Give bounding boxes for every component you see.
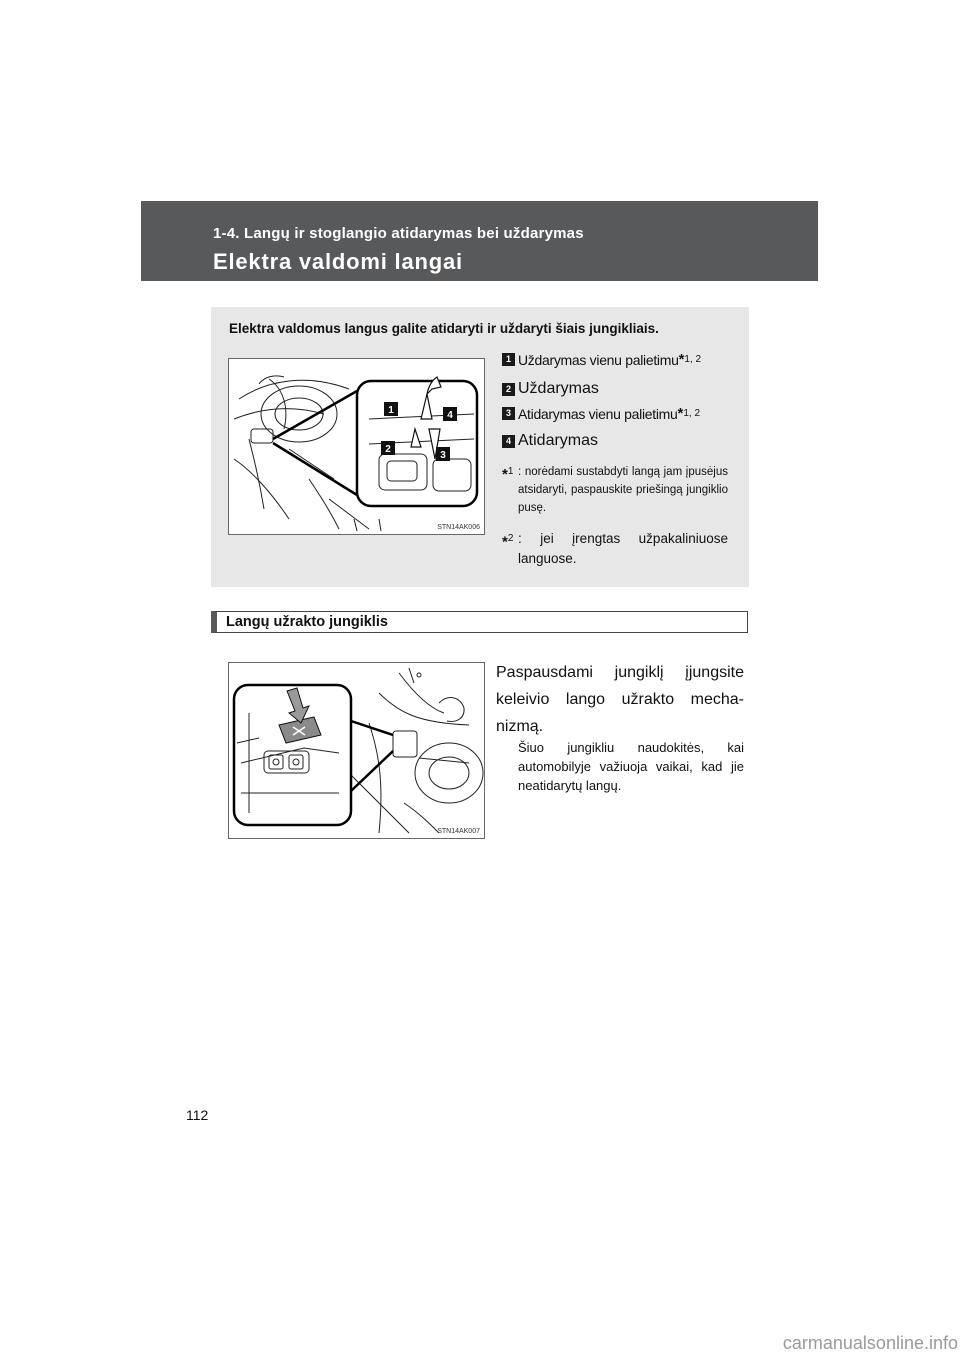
legend-superscript: 1, 2	[683, 408, 701, 419]
footnote-2	[502, 529, 728, 569]
legend-label: Uždarymas vienu palietimu	[518, 351, 679, 368]
legend-number-badge: 2	[502, 383, 515, 396]
legend-number-badge: 3	[502, 407, 515, 420]
intro-text: Elektra valdomus langus galite atidaryti ir uždaryti šiais jungikliais.	[229, 321, 659, 336]
legend-item-4	[502, 432, 598, 450]
image-callout-2: 2	[385, 444, 391, 455]
info-box	[211, 307, 749, 587]
page-title: Elektra valdomi langai	[213, 249, 463, 274]
footnote-marker: *	[502, 465, 508, 483]
legend-item-3: 3 Atidarymas vienu palietimu * 1, 2	[502, 405, 700, 422]
legend-item-2	[502, 380, 599, 398]
legend-number-badge: 4	[502, 435, 515, 448]
section-title: 1-4. Langų ir stoglangio atidarymas bei uždarymas	[213, 225, 584, 242]
footnote-text: : norėdami sustabdyti langą jam įpusėjus atsidaryti, paspauskite priešingą jungiklio pusę.	[518, 466, 728, 514]
footnote-superscript: 1	[507, 466, 514, 477]
image-callout-1: 1	[388, 405, 394, 416]
legend-label: Uždarymas	[518, 380, 599, 397]
window-lock-switch-illustration	[228, 662, 485, 839]
lock-switch-description: Paspausdami jungiklį įjungsite keleivio lango užrakto mecha-nizmą.	[496, 664, 744, 735]
subsection-heading	[211, 611, 748, 633]
power-window-switch-illustration	[228, 358, 485, 535]
page-number: 112	[186, 1107, 209, 1123]
footnote-text: : jei įrengtas užpakaliniuose languose.	[518, 531, 728, 566]
subsection-heading-text: Langų užrakto jungiklis	[226, 614, 388, 630]
watermark: carmanualsonline.info	[782, 1333, 958, 1353]
legend-number-badge: 1	[502, 353, 515, 366]
legend-label: Atidarymas vienu palietimu	[518, 405, 678, 422]
door-panel-drawing	[229, 359, 484, 534]
image-code: STN14AK006	[437, 524, 480, 531]
footnote-1	[502, 463, 728, 517]
legend-label: Atidarymas	[518, 432, 599, 449]
image-callout-3: 3	[440, 450, 446, 461]
image-callout-4: 4	[447, 410, 453, 421]
legend-superscript: 1, 2	[684, 354, 702, 365]
legend-item-1: 1 Uždarymas vienu palietimu * 1, 2	[502, 351, 701, 368]
chapter-header	[141, 201, 818, 281]
lock-switch-drawing	[229, 663, 484, 838]
footnote-superscript: 2	[507, 533, 514, 544]
footnote-marker: *	[502, 533, 508, 551]
image-code: STN14AK007	[437, 828, 480, 835]
lock-switch-note: Šiuo jungikliu naudokitės, kai automobilyje važiuoja vaikai, kad jie neatidarytų langų.	[518, 740, 744, 793]
